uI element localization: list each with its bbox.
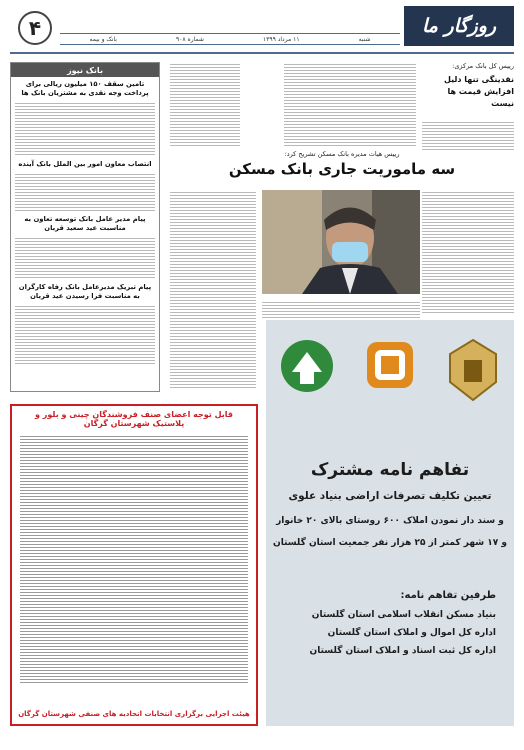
- day-label: شنبه: [358, 35, 371, 43]
- right-column-text-1: [422, 120, 514, 150]
- bank-news-box: [10, 62, 160, 392]
- agreement-subtitle-2: و سند دار نمودن املاک ۶۰۰ روستای بالای ۲۰ خانوار: [276, 516, 504, 526]
- date-label: ۱۱ مرداد ۱۳۹۹: [262, 35, 300, 43]
- main-headline: سه ماموریت جاری بانک مسکن: [228, 160, 456, 178]
- gold-emblem-logo: [442, 334, 504, 406]
- bank-news-item-4: پیام تبریک مدیرعامل بانک رفاه کارگران به مناسبت فرا رسیدن عید قربان: [18, 283, 152, 300]
- bank-news-item-2: انتصاب معاون امور بین الملل بانک آینده: [18, 160, 152, 168]
- orange-seal-logo: [359, 334, 421, 406]
- main-text-col-3: [170, 190, 256, 390]
- agreement-parties-title: طرفین تفاهم نامه:: [400, 590, 496, 601]
- agreement-subtitle-3: و ۱۷ شهر کمتر از ۲۵ هزار نفر جمعیت استان گلستان: [273, 538, 507, 548]
- right-column-kicker: رییس کل بانک مرکزی:: [452, 62, 514, 70]
- logo-row: [266, 334, 514, 406]
- election-notice-ad: [10, 404, 258, 726]
- election-notice-title: قابل توجه اعضای صنف فروشندگان چینی و بلور و پلاستیک شهرستان گرگان: [35, 410, 233, 428]
- main-kicker: رییس هیات مدیره بانک مسکن تشریح کرد:: [284, 150, 400, 158]
- right-column-text-2: [284, 62, 416, 147]
- agreement-ad: [266, 320, 514, 726]
- date-strip: [60, 33, 400, 45]
- bank-news-item-1: تامین سقف ۱۵۰ میلیون ریالی برای پرداخت وجه نقدی به مشتریان بانک ها: [21, 80, 149, 97]
- portrait-illustration: [262, 190, 420, 294]
- main-photo: [262, 190, 420, 294]
- agreement-title: تفاهم نامه مشترک: [310, 460, 470, 480]
- agreement-party-2: اداره کل اموال و املاک استان گلستان: [327, 628, 496, 638]
- green-housing-logo: [276, 334, 338, 406]
- agreement-party-3: اداره کل ثبت اسناد و املاک استان گلستان: [309, 646, 496, 656]
- page-number: ۴: [18, 11, 52, 45]
- top-article-text-1: [170, 62, 240, 147]
- right-column-headline: نقدینگی تنها دلیل افزایش قیمت ها نیست: [443, 75, 514, 108]
- section-label: بانک و بیمه: [89, 35, 117, 43]
- agreement-party-1: بنیاد مسکن انقلاب اسلامی استان گلستان: [311, 610, 496, 620]
- photo-caption-text: [262, 300, 420, 320]
- newspaper-logo: روزگار ما: [404, 6, 514, 46]
- page-number-box: [10, 8, 60, 48]
- bank-news-title: بانک نیوز: [11, 63, 159, 77]
- issue-label: شماره ۹۰۸: [175, 35, 204, 43]
- main-text-col-1: [422, 190, 514, 315]
- election-notice-footer: هیئت اجرایی برگزاری انتخابات اتحادیه های صنفی شهرستان گرگان: [18, 710, 250, 718]
- election-notice-body: [20, 434, 248, 684]
- agreement-subtitle-1: تعیین تکلیف تصرفات اراضی بنیاد علوی: [288, 490, 492, 502]
- bank-news-item-3: پیام مدیر عامل بانک توسعه تعاون به مناسبت عید سعید قربان: [24, 215, 146, 232]
